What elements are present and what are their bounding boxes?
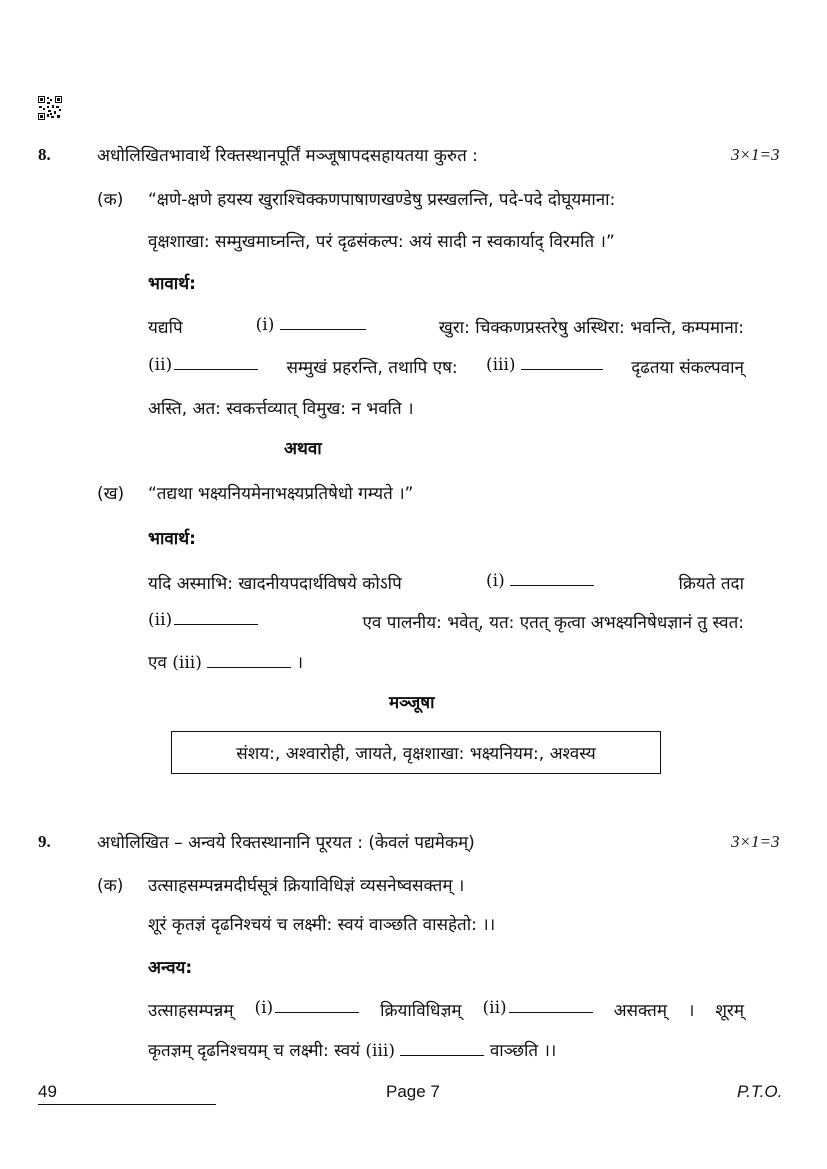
q8b-l1-pre: यदि अस्माभि: खादनीयपदार्थविषये कोऽपि	[148, 574, 402, 594]
question-8-number: 8.	[38, 145, 51, 164]
please-turn-over: P.T.O.	[737, 1082, 783, 1101]
q9a-verse-line-1: उत्साहसम्पन्नमदीर्घसूत्रं क्रियाविधिज्ञं व्यसनेष्वसक्तम् ।	[148, 876, 465, 896]
blank-number: (iii)	[485, 355, 516, 375]
blank-number: (iii)	[172, 653, 202, 673]
option-a-label: (क)	[97, 876, 124, 896]
q8a-bhavartha-line-1	[148, 315, 744, 338]
q9a-anvaya-line-2	[148, 1038, 556, 1061]
answer-blank[interactable]	[510, 571, 594, 586]
q8b-l3-pre: एव	[148, 653, 167, 673]
q8b-bhavartha-line-2	[148, 610, 744, 633]
blank-number: (ii)	[148, 610, 173, 630]
bhavartha-heading: भावार्थ:	[148, 529, 196, 549]
q9a-word-2: क्रियाविधिज्ञम्	[380, 1001, 462, 1021]
q8a-l2-mid: सम्मुखं प्रहरन्ति, तथापि एष:	[286, 358, 458, 378]
footer-rule	[38, 1104, 216, 1105]
manjusha-words: संशय:, अश्वारोही, जायते, वृक्षशाखा: भक्ष्यनियम:, अश्वस्य	[236, 744, 596, 764]
or-separator: अथवा	[284, 439, 322, 459]
q8b-quote: “तद्यथा भक्ष्यनियमेनाभक्ष्यप्रतिषेधो गम्यते ।”	[148, 484, 414, 504]
q8a-bhavartha-line-3: अस्ति, अत: स्वकर्त्तव्यात् विमुख: न भवति ।	[148, 399, 414, 419]
answer-blank[interactable]	[275, 998, 359, 1013]
question-8-marks: 3×1=3	[731, 145, 780, 164]
blank-number: (i)	[255, 315, 275, 335]
question-9-marks: 3×1=3	[731, 832, 780, 851]
q8b-l2-post: एव पालनीय: भवेत्, यत: एतत् कृत्वा अभक्ष्यनिषेधज्ञानं तु स्वत:	[362, 613, 744, 633]
q9a-anvaya-line-1	[148, 998, 744, 1021]
q9a-l2-post: वाञ्छति ।।	[489, 1041, 557, 1061]
blank-number: (i)	[486, 571, 505, 591]
q9a-word-1: उत्साहसम्पन्नम्	[148, 1001, 234, 1021]
anvaya-heading: अन्वय:	[148, 958, 193, 978]
manjusha-heading: मञ्जूषा	[389, 693, 435, 713]
manjusha-word-box	[171, 731, 661, 774]
answer-blank[interactable]	[400, 1041, 484, 1056]
answer-blank[interactable]	[174, 610, 258, 625]
q8b-bhavartha-line-1	[148, 571, 744, 594]
answer-blank[interactable]	[207, 653, 291, 668]
blank-number: (i)	[254, 998, 274, 1018]
q9a-word-4: शूरम्	[715, 1001, 744, 1021]
q8b-l3-post: ।	[296, 653, 304, 673]
q9a-danda: ।	[687, 1001, 695, 1021]
q8a-quote-line-1	[148, 187, 744, 210]
qr-code-icon	[38, 96, 62, 120]
q8a-l1-pre: यद्यपि	[148, 318, 183, 338]
option-b-label: (ख)	[97, 484, 125, 504]
answer-blank[interactable]	[521, 355, 603, 370]
question-9-instruction: अधोलिखित – अन्वये रिक्तस्थानानि पूरयत : (केवलं पद्यमेकम्)	[97, 833, 475, 853]
blank-number: (ii)	[148, 355, 173, 375]
q8a-quote-line-2: वृक्षशाखा: सम्मुखमाघ्नन्ति, परं दृढसंकल्प: अयं सादी न स्वकार्याद् विरमति ।”	[148, 232, 615, 252]
q8b-l1-post: क्रियते तदा	[678, 574, 744, 594]
paper-code: 49	[38, 1082, 57, 1101]
q8a-quote-text-1: “क्षणे-क्षणे हयस्य खुराश्चिक्कणपाषाणखण्डेषु प्रस्खलन्ति, पदे-पदे दोघूयमाना:	[148, 190, 616, 210]
answer-blank[interactable]	[509, 998, 593, 1013]
answer-blank[interactable]	[174, 355, 258, 370]
question-8-instruction: अधोलिखितभावार्थे रिक्तस्थानपूर्तिं मञ्जूषापदसहायतया कुरुत :	[97, 146, 478, 166]
q8b-bhavartha-line-3	[148, 650, 303, 673]
option-a-label: (क)	[97, 190, 124, 210]
q8a-l1-post: खुरा: चिक्कणप्रस्तरेषु अस्थिरा: भवन्ति, कम्पमाना:	[438, 318, 744, 338]
q8a-bhavartha-line-2	[148, 355, 744, 378]
q8a-l2-post: दृढतया संकल्पवान्	[631, 358, 744, 378]
blank-number: (iii)	[365, 1041, 395, 1061]
q9a-verse-line-2: शूरं कृतज्ञं दृढनिश्चयं च लक्ष्मी: स्वयं वाञ्छति वासहेतो: ।।	[148, 915, 496, 935]
page-number: Page 7	[386, 1082, 440, 1101]
q9a-l2-pre: कृतज्ञम् दृढनिश्चयम् च लक्ष्मी: स्वयं	[148, 1041, 361, 1061]
blank-number: (ii)	[482, 998, 507, 1018]
question-9-number: 9.	[38, 832, 51, 851]
q9a-word-3: असक्तम्	[613, 1001, 668, 1021]
bhavartha-heading: भावार्थ:	[148, 274, 196, 294]
answer-blank[interactable]	[280, 315, 366, 330]
